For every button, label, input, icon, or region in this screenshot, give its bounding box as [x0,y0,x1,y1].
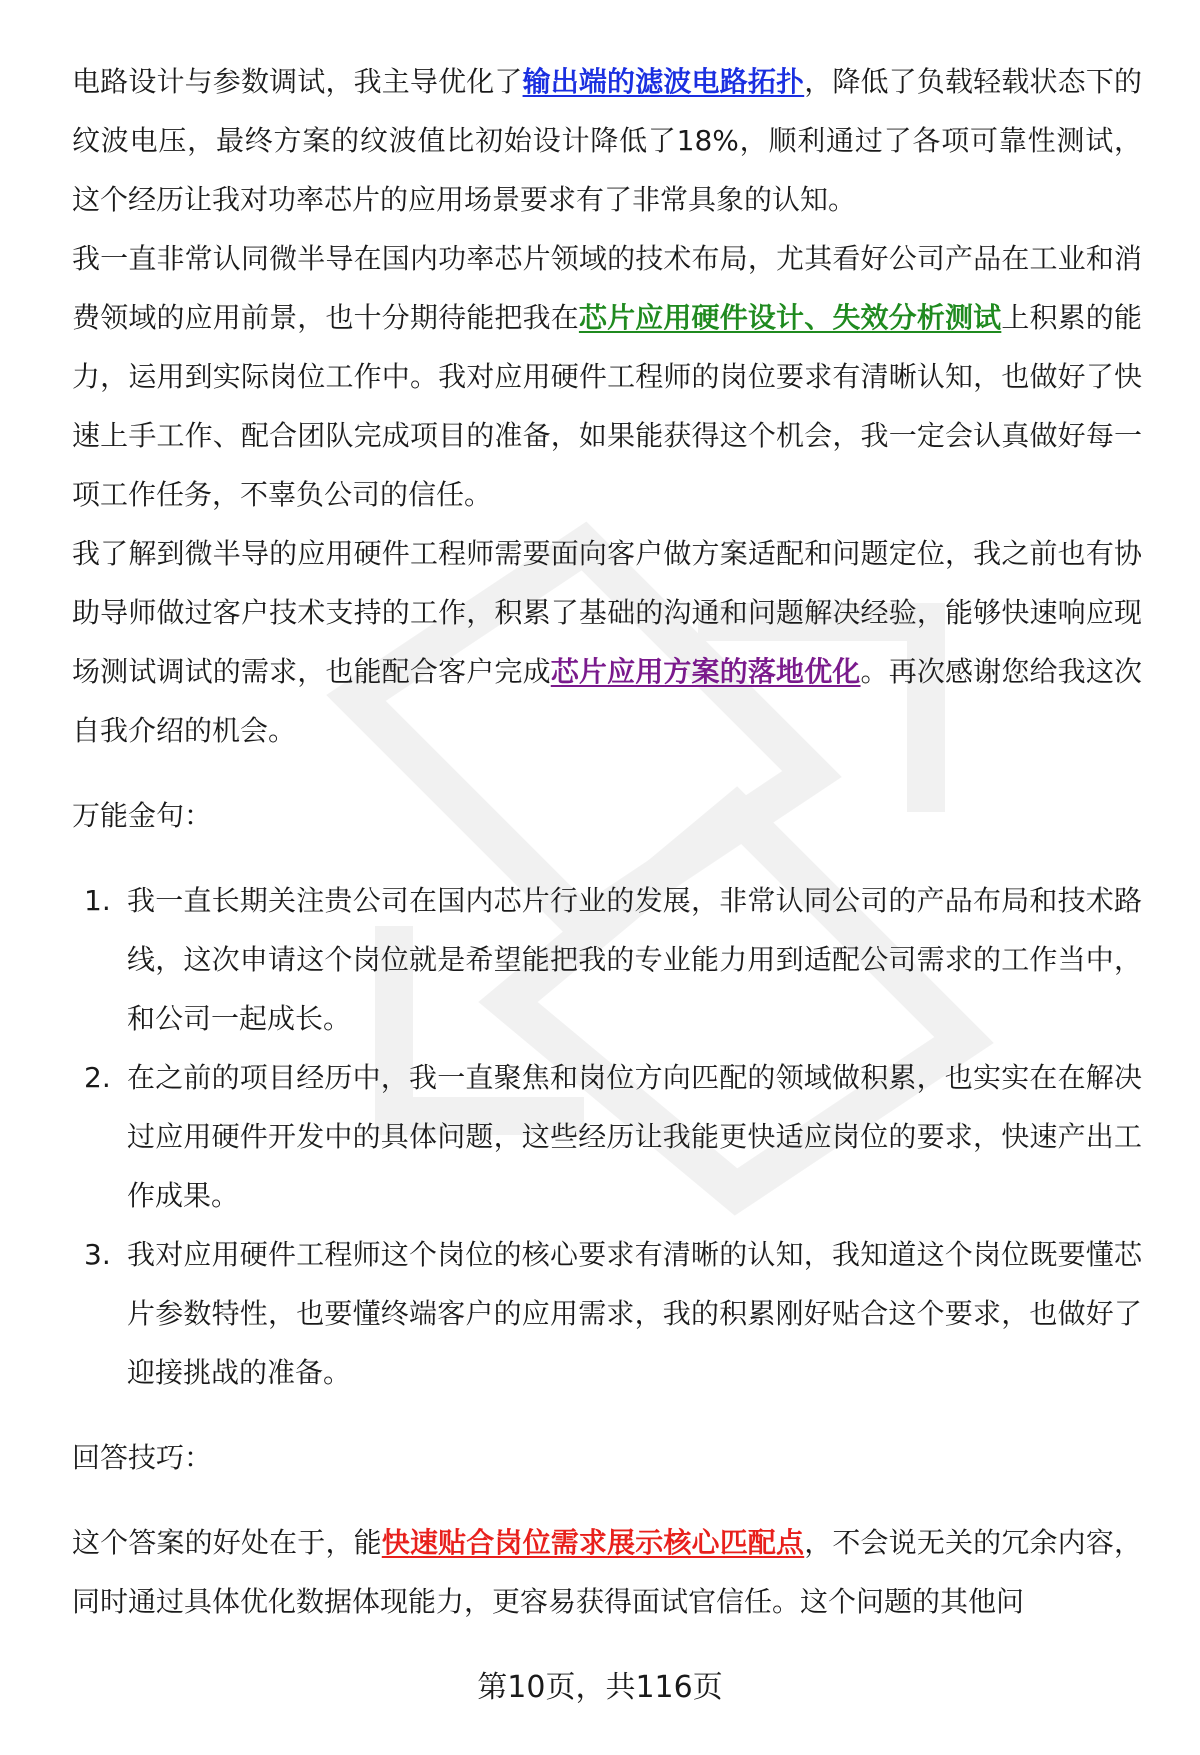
list-item [72,1225,1142,1402]
list-item-number: 1. [84,884,111,917]
paragraph-answer-tips [72,1513,1142,1631]
list-item [72,871,1142,1048]
page-number-footer: 第10页，共116页 [477,1670,723,1705]
paragraph-text: 我了解到微半导的应用硬件工程师需要面向客户做方案适配和问题定位，我之前也有协助导师做过客户技术支持的工作，积累了基础的沟通和问题解决经验，能够快速响应现场测试调试的需求，也能配合客户完成 [72,537,1142,688]
list-item-text: 我一直长期关注贵公司在国内芯片行业的发展，非常认同公司的产品布局和技术路线，这次申请这个岗位就是希望能把我的专业能力用到适配公司需求的工作当中，和公司一起成长。 [127,884,1142,1035]
paragraph-text: ，不会说无关的冗余内容，同时通过具体优化数据体现能力，更容易获得面试官信任。这个问题的其他问 [72,1526,1142,1618]
document-body [72,52,1142,1631]
list-item-number: 3. [84,1238,111,1271]
paragraph-text: 。再次感谢您给我这次自我介绍的机会。 [72,655,1142,747]
highlight-hardware-design-skills: 芯片应用硬件设计、失效分析测试 [578,301,1002,334]
paragraph-text: 这个答案的好处在于，能 [72,1526,382,1559]
list-item-text: 我对应用硬件工程师这个岗位的核心要求有清晰的认知，我知道这个岗位既要懂芯片参数特性，也要懂终端客户的应用需求，我的积累刚好贴合这个要求，也做好了迎接挑战的准备。 [127,1238,1142,1389]
highlight-solution-optimization: 芯片应用方案的落地优化 [550,655,861,688]
paragraph-text: 我一直非常认同微半导在国内功率芯片领域的技术布局，尤其看好公司产品在工业和消费领域的应用前景，也十分期待能把我在 [72,242,1142,334]
list-item [72,1048,1142,1225]
list-item-text: 在之前的项目经历中，我一直聚焦和岗位方向匹配的领域做积累，也实实在在解决过应用硬件开发中的具体问题，这些经历让我能更快适应岗位的要求，快速产出工作成果。 [127,1061,1142,1212]
list-item-number: 2. [84,1061,111,1094]
paragraph-text: 电路设计与参数调试，我主导优化了 [72,65,523,98]
highlight-filter-topology: 输出端的滤波电路拓扑 [522,65,805,98]
paragraph-company-recognition [72,229,1142,524]
paragraph-customer-support [72,524,1142,760]
golden-sentences-heading: 万能金句： [72,799,213,832]
answer-tips-heading: 回答技巧： [72,1441,213,1474]
paragraph-text: ，降低了负载轻载状态下的纹波电压，最终方案的纹波值比初始设计降低了18%，顺利通过了各项可靠性测试，这个经历让我对功率芯片的应用场景要求有了非常具象的认知。 [72,65,1142,216]
golden-sentences-list [72,871,1142,1402]
paragraph-text: 上积累的能力，运用到实际岗位工作中。我对应用硬件工程师的岗位要求有清晰认知，也做好了快速上手工作、配合团队完成项目的准备，如果能获得这个机会，我一定会认真做好每一项工作任务，不辜负公司的信任。 [72,301,1142,511]
paragraph-circuit-design [72,52,1142,229]
highlight-core-match-points: 快速贴合岗位需求展示核心匹配点 [381,1526,805,1559]
